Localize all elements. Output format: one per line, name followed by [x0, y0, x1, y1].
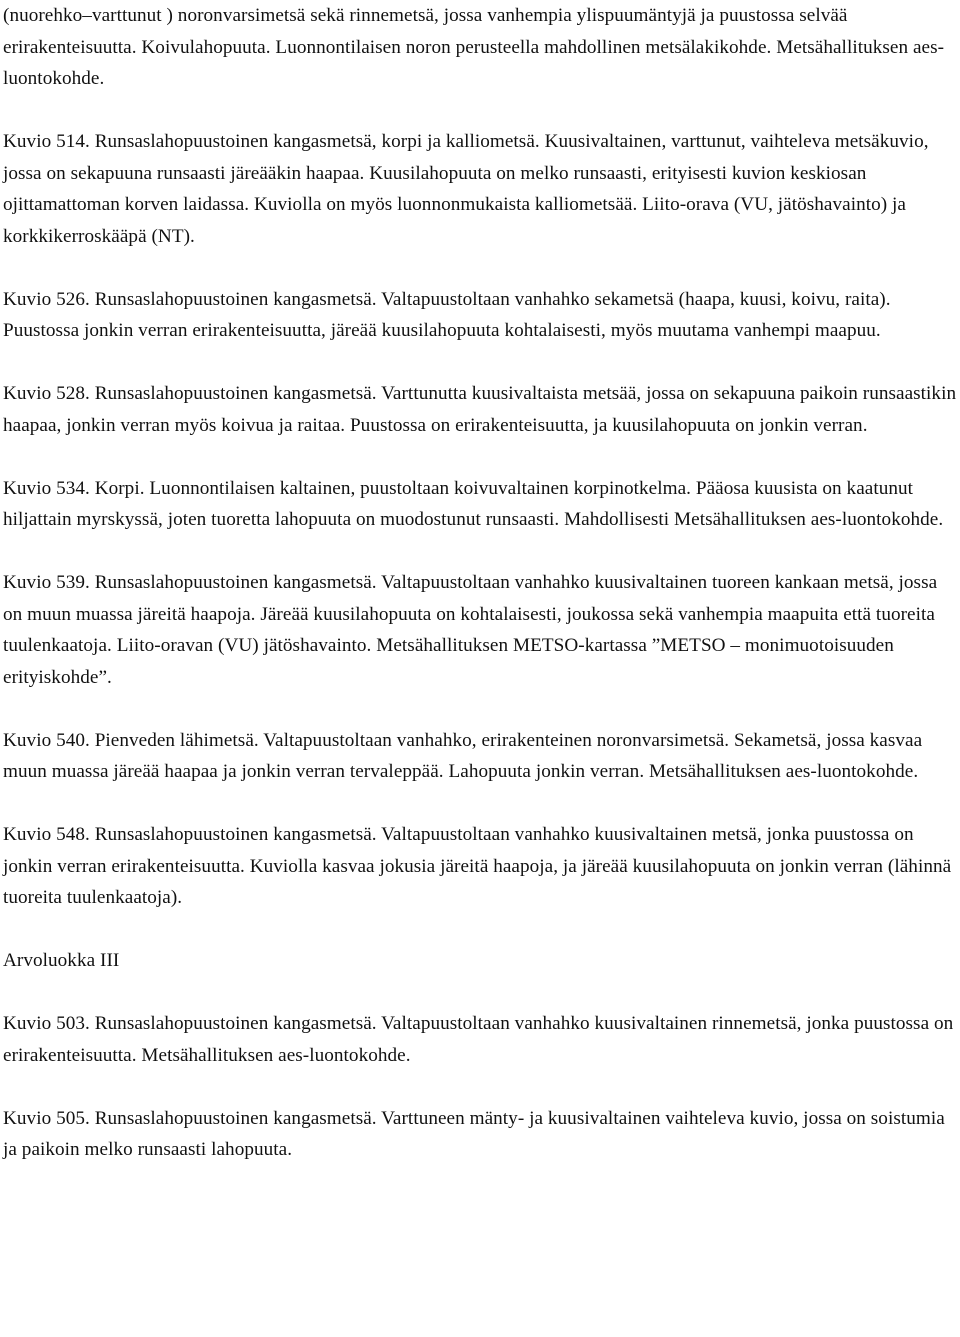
entry-id: Kuvio 528: [3, 383, 85, 404]
entry-id: Kuvio 526: [3, 288, 85, 310]
entry-text: . Pienveden lähimetsä. Valtapuustoltaan vanhahko, erirakenteinen noronvarsimetsä. Sekametsä, jossa kasvaa muun muassa järeää haapaa ja jonkin verran tervaleppää. Lahopuuta jonkin verran. Metsähallituksen aes-luontokohde.: [3, 729, 923, 782]
entry-text: . Runsaslahopuustoinen kangasmetsä, korpi ja kalliometsä. Kuusivaltainen, varttunut, vaihteleva metsäkuvio, jossa on sekapuuna runsaasti järeääkin haapaa. Kuusilahopuuta on melko runsaasti, erityisesti kuvion keskiosan ojittamattoman korven laidassa. Kuviolla on myös luonnonmukaista kalliometsää. Liito-orava (VU, jätöshavainto) ja korkkikerroskääpä (NT).: [3, 131, 929, 247]
entry-kuvio-548: [3, 819, 959, 914]
section-heading: Arvoluokka III: [3, 950, 120, 971]
entry-id: Kuvio 540: [3, 729, 85, 751]
entry-kuvio-528: [3, 378, 959, 441]
intro-paragraph: (nuorehko–varttunut ) noronvarsimetsä sekä rinnemetsä, jossa vanhempia ylispuumäntyjä ja puustossa selvää erirakenteisuutta. Koivulahopuuta. Luonnontilaisen noron perusteella mahdollinen metsälakikohde. Metsähallituksen aes-luontokohde.: [3, 5, 945, 89]
entry-text: . Runsaslahopuustoinen kangasmetsä. Varttuneen mänty- ja kuusivaltainen vaihteleva kuvio, jossa on soistumia ja paikoin melko runsaasti lahopuuta.: [3, 1107, 945, 1160]
entry-kuvio-526: [3, 284, 959, 347]
entry-id: Kuvio 505: [3, 1107, 85, 1129]
entry-kuvio-514: [3, 126, 959, 252]
entry-text: . Korpi. Luonnontilaisen kaltainen, puustoltaan koivuvaltainen korpinotkelma. Pääosa kuusista on kaatunut hiljattain myrskyssä, joten tuoretta lahopuuta on muodostunut runsaasti. Mahdollisesti Metsähallituksen aes-luontokohde.: [3, 477, 944, 530]
entry-kuvio-539: [3, 567, 959, 693]
entry-text: . Runsaslahopuustoinen kangasmetsä. Valtapuustoltaan vanhahko sekametsä (haapa, kuusi, koivu, raita). Puustossa jonkin verran erirakenteisuutta, järeää kuusilahopuuta kohtalaisesti, myös muutama vanhempi maapuu.: [3, 288, 891, 341]
entry-text: . Runsaslahopuustoinen kangasmetsä. Valtapuustoltaan vanhahko kuusivaltainen metsä, jonka puustossa on jonkin verran erirakenteisuutta. Kuviolla kasvaa jokusia järeitä haapoja, ja järeää kuusilahopuuta on jonkin verran (lähinnä tuoreita tuulenkaatoja).: [3, 824, 952, 908]
entry-kuvio-505: [3, 1103, 959, 1166]
entry-id: Kuvio 534: [3, 477, 85, 499]
entry-text: . Runsaslahopuustoinen kangasmetsä. Valtapuustoltaan vanhahko kuusivaltainen tuoreen kankaan metsä, jossa on muun muassa järeitä haapoja. Järeää kuusilahopuuta on kohtalaisesti, joukossa sekä vanhempia maapuita että tuoreita tuulenkaatoja. Liito-oravan (VU) jätöshavainto. Metsähallituksen METSO-kartassa ”METSO – monimuotoisuuden erityiskohde”.: [3, 572, 938, 688]
entry-text: . Runsaslahopuustoinen kangasmetsä. Varttunutta kuusivaltaista metsää, jossa on sekapuuna paikoin runsaastikin haapaa, jonkin verran myös koivua ja raitaa. Puustossa on erirakenteisuutta, ja kuusilahopuuta on jonkin verran.: [3, 383, 957, 436]
entry-kuvio-534: [3, 473, 959, 536]
entry-id: Kuvio 539: [3, 572, 85, 593]
entry-id: Kuvio 514: [3, 131, 85, 152]
entry-kuvio-540: [3, 725, 959, 788]
entry-kuvio-503: [3, 1008, 959, 1071]
document-page: [3, 0, 959, 1197]
entry-id: Kuvio 548: [3, 824, 85, 845]
entry-text: . Runsaslahopuustoinen kangasmetsä. Valtapuustoltaan vanhahko kuusivaltainen rinnemetsä, jonka puustossa on erirakenteisuutta. Metsähallituksen aes-luontokohde.: [3, 1013, 954, 1066]
entry-id: Kuvio 503: [3, 1013, 85, 1034]
